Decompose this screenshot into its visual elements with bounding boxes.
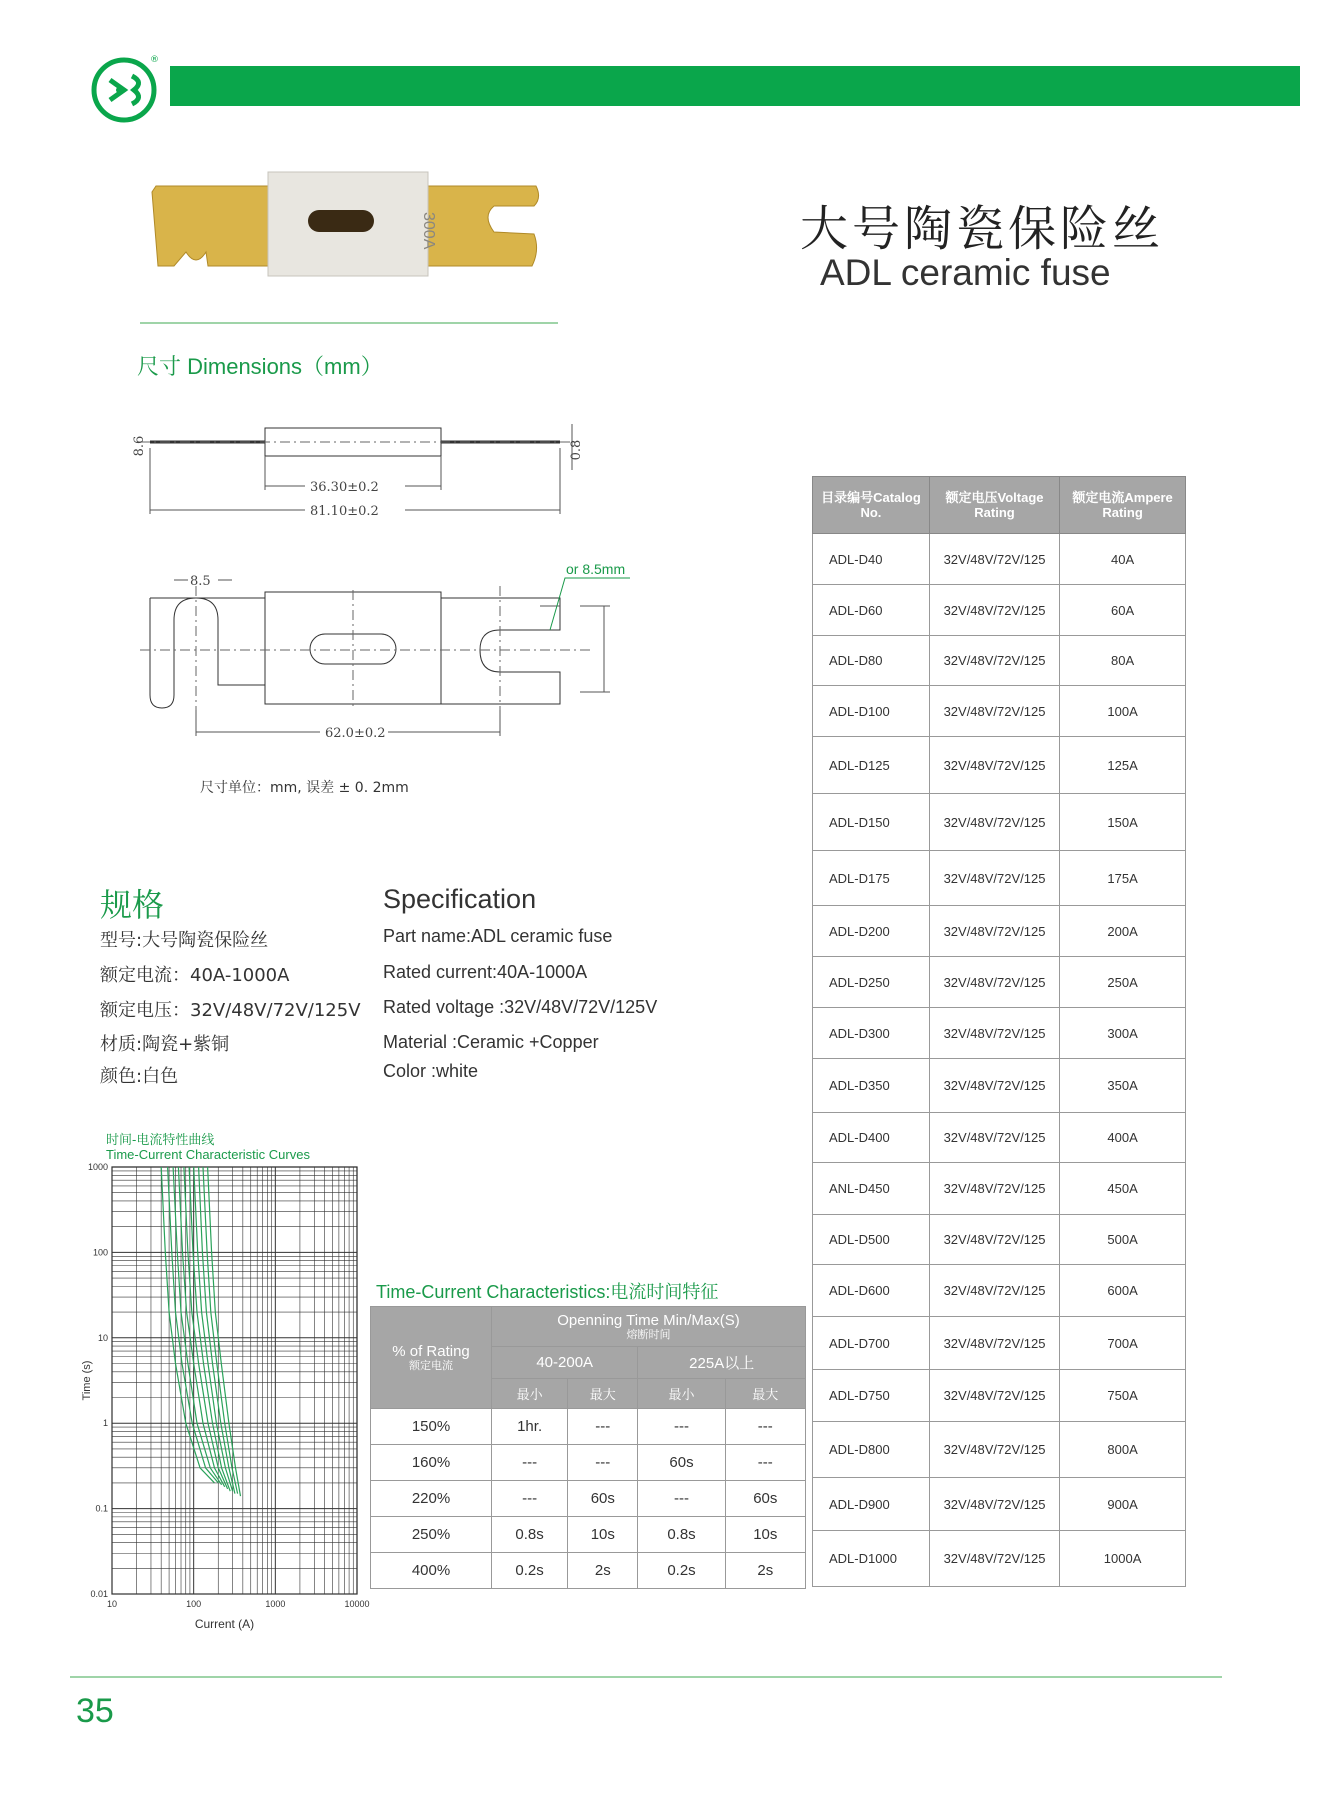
catalog-header-en: Rating xyxy=(1102,505,1143,520)
ampere-rating: 600A xyxy=(1060,1265,1186,1317)
catalog-row xyxy=(813,1531,1186,1587)
catalog-number: ADL-D125 xyxy=(813,737,930,794)
voltage-rating: 32V/48V/72V/125 xyxy=(929,794,1059,851)
product-photo xyxy=(148,168,544,280)
tc-cell: --- xyxy=(568,1445,638,1481)
voltage-rating: 32V/48V/72V/125 xyxy=(929,1059,1059,1113)
catalog-row xyxy=(813,906,1186,957)
voltage-rating: 32V/48V/72V/125 xyxy=(929,1422,1059,1478)
catalog-row xyxy=(813,1317,1186,1370)
dim-slot-option: or 8.5mm xyxy=(566,561,626,577)
voltage-rating: 32V/48V/72V/125 xyxy=(929,1265,1059,1317)
ampere-rating: 150A xyxy=(1060,794,1186,851)
voltage-rating: 32V/48V/72V/125 xyxy=(929,906,1059,957)
y-tick-label: 1 xyxy=(102,1418,108,1429)
catalog-number: ADL-D300 xyxy=(813,1008,930,1059)
catalog-row xyxy=(813,1215,1186,1265)
catalog-row xyxy=(813,957,1186,1008)
voltage-rating: 32V/48V/72V/125 xyxy=(929,851,1059,906)
catalog-header-cn: 额定电流Ampere xyxy=(1072,490,1173,505)
tc-table xyxy=(370,1306,806,1589)
catalog-header-cn: 目录编号Catalog xyxy=(821,490,921,505)
catalog-number: ADL-D80 xyxy=(813,636,930,686)
ampere-rating: 450A xyxy=(1060,1163,1186,1215)
tc-cell: 0.8s xyxy=(638,1517,725,1553)
catalog-row xyxy=(813,1113,1186,1163)
ampere-rating: 175A xyxy=(1060,851,1186,906)
x-tick-label: 1000 xyxy=(265,1599,286,1609)
spec-cn-line: 颜色:白色 xyxy=(100,1066,179,1087)
tc-cell: --- xyxy=(638,1409,725,1445)
catalog-number: ADL-D100 xyxy=(813,686,930,737)
curve-title-en: Time-Current Characteristic Curves xyxy=(106,1147,310,1162)
catalog-header-catalog xyxy=(813,477,930,534)
y-tick-label: 10 xyxy=(97,1332,108,1343)
title-en: ADL ceramic fuse xyxy=(820,252,1111,293)
voltage-rating: 32V/48V/72V/125 xyxy=(929,737,1059,794)
catalog-header-en: Rating xyxy=(974,505,1015,520)
voltage-rating: 32V/48V/72V/125 xyxy=(929,1478,1059,1531)
catalog-number: ADL-D60 xyxy=(813,585,930,636)
ampere-rating: 750A xyxy=(1060,1370,1186,1422)
tc-header-time-cn: 熔断时间 xyxy=(626,1329,671,1341)
spec-en-line: Part name:ADL ceramic fuse xyxy=(383,926,613,946)
x-tick-label: 10000 xyxy=(344,1599,370,1609)
spec-cn-line: 额定电压：32V/48V/72V/125V xyxy=(100,1000,361,1021)
voltage-rating: 32V/48V/72V/125 xyxy=(929,1163,1059,1215)
voltage-rating: 32V/48V/72V/125 xyxy=(929,957,1059,1008)
ampere-rating: 700A xyxy=(1060,1317,1186,1370)
catalog-number: ADL-D750 xyxy=(813,1370,930,1422)
tc-cell: --- xyxy=(725,1409,805,1445)
tc-cell: 1hr. xyxy=(492,1409,568,1445)
ampere-rating: 300A xyxy=(1060,1008,1186,1059)
tc-cell: 400% xyxy=(371,1553,492,1589)
voltage-rating: 32V/48V/72V/125 xyxy=(929,1008,1059,1059)
tc-row xyxy=(371,1445,806,1481)
y-tick-label: 0.1 xyxy=(95,1503,108,1514)
voltage-rating: 32V/48V/72V/125 xyxy=(929,585,1059,636)
tc-cell: 2s xyxy=(725,1553,805,1589)
tc-row xyxy=(371,1517,806,1553)
tc-cell: --- xyxy=(492,1445,568,1481)
catalog-header-cn: 额定电压Voltage xyxy=(945,490,1044,505)
catalog-row xyxy=(813,585,1186,636)
dim-slot-width: 8.5 xyxy=(190,574,211,589)
voltage-rating: 32V/48V/72V/125 xyxy=(929,636,1059,686)
dim-body-length: 36.30±0.2 xyxy=(310,480,379,495)
dimensions-note: 尺寸单位：mm, 误差 ± 0. 2mm xyxy=(200,780,409,796)
tc-cell: --- xyxy=(638,1481,725,1517)
voltage-rating: 32V/48V/72V/125 xyxy=(929,1370,1059,1422)
tc-group-header: 40-200A xyxy=(492,1347,638,1379)
catalog-row xyxy=(813,686,1186,737)
tc-header-time-en: Openning Time Min/Max(S) xyxy=(557,1312,740,1329)
tc-sub-header: 最小 xyxy=(638,1379,725,1409)
ampere-rating: 100A xyxy=(1060,686,1186,737)
catalog-header-ampere xyxy=(1060,477,1186,534)
tc-cell: --- xyxy=(725,1445,805,1481)
y-tick-label: 1000 xyxy=(87,1162,108,1172)
tc-cell: 220% xyxy=(371,1481,492,1517)
tc-row xyxy=(371,1553,806,1589)
tc-header-rating-en: % of Rating xyxy=(392,1343,470,1360)
y-axis-label: Time (s) xyxy=(81,1360,93,1401)
x-tick-label: 10 xyxy=(106,1599,118,1609)
spec-title-en: Specification xyxy=(383,884,537,914)
voltage-rating: 32V/48V/72V/125 xyxy=(929,1215,1059,1265)
catalog-number: ADL-D175 xyxy=(813,851,930,906)
tc-cell: 0.2s xyxy=(492,1553,568,1589)
ampere-rating: 250A xyxy=(1060,957,1186,1008)
tc-cell: 60s xyxy=(638,1445,725,1481)
page-number: 35 xyxy=(76,1692,114,1730)
dim-hole-spacing: 62.0±0.2 xyxy=(325,726,386,741)
catalog-row xyxy=(813,534,1186,585)
voltage-rating: 32V/48V/72V/125 xyxy=(929,534,1059,585)
spec-title-cn: 规格 xyxy=(100,886,165,924)
tc-cell: --- xyxy=(568,1409,638,1445)
spec-en-line: Rated current:40A-1000A xyxy=(383,962,588,982)
catalog-row xyxy=(813,1008,1186,1059)
y-tick-label: 0.01 xyxy=(90,1589,108,1599)
catalog-table xyxy=(812,476,1186,1587)
spec-en-line: Material :Ceramic +Copper xyxy=(383,1032,599,1052)
tc-table-title: Time-Current Characteristics:电流时间特征 xyxy=(376,1282,719,1302)
tc-sub-header: 最小 xyxy=(492,1379,568,1409)
y-tick-label: 100 xyxy=(92,1247,108,1258)
catalog-number: ADL-D800 xyxy=(813,1422,930,1478)
registered-mark: ® xyxy=(150,55,159,65)
plot-frame xyxy=(112,1167,357,1594)
ampere-rating: 200A xyxy=(1060,906,1186,957)
tc-header-time xyxy=(492,1307,806,1347)
tc-cell: 60s xyxy=(568,1481,638,1517)
spec-cn-line: 额定电流：40A-1000A xyxy=(100,965,290,986)
catalog-row xyxy=(813,794,1186,851)
ampere-rating: 1000A xyxy=(1060,1531,1186,1587)
tc-group-header: 225A以上 xyxy=(638,1347,806,1379)
catalog-row xyxy=(813,1478,1186,1531)
voltage-rating: 32V/48V/72V/125 xyxy=(929,1531,1059,1587)
catalog-number: ADL-D700 xyxy=(813,1317,930,1370)
catalog-row xyxy=(813,737,1186,794)
catalog-row xyxy=(813,1163,1186,1215)
voltage-rating: 32V/48V/72V/125 xyxy=(929,1113,1059,1163)
tc-sub-header: 最大 xyxy=(568,1379,638,1409)
footer-rule xyxy=(70,1676,1222,1678)
ampere-rating: 900A xyxy=(1060,1478,1186,1531)
tc-cell: 0.8s xyxy=(492,1517,568,1553)
tc-cell: 60s xyxy=(725,1481,805,1517)
catalog-number: ADL-D40 xyxy=(813,534,930,585)
dim-overall-length: 81.10±0.2 xyxy=(310,504,379,519)
catalog-row xyxy=(813,1265,1186,1317)
catalog-row xyxy=(813,1370,1186,1422)
photo-divider xyxy=(140,322,558,324)
catalog-row xyxy=(813,636,1186,686)
x-tick-label: 100 xyxy=(186,1599,202,1609)
tc-cell: 150% xyxy=(371,1409,492,1445)
tc-cell: 160% xyxy=(371,1445,492,1481)
catalog-number: ANL-D450 xyxy=(813,1163,930,1215)
catalog-header-voltage xyxy=(929,477,1059,534)
x-axis-label: Current (A) xyxy=(194,1617,255,1631)
voltage-rating: 32V/48V/72V/125 xyxy=(929,686,1059,737)
catalog-number: ADL-D600 xyxy=(813,1265,930,1317)
spec-cn-line: 型号:大号陶瓷保险丝 xyxy=(100,930,269,951)
catalog-number: ADL-D400 xyxy=(813,1113,930,1163)
catalog-row xyxy=(813,851,1186,906)
tc-cell: 250% xyxy=(371,1517,492,1553)
spec-cn-line: 材质:陶瓷+紫铜 xyxy=(100,1034,230,1055)
tc-cell: 10s xyxy=(725,1517,805,1553)
ampere-rating: 125A xyxy=(1060,737,1186,794)
curve-title-cn: 时间-电流特性曲线 xyxy=(106,1132,215,1147)
tc-row xyxy=(371,1409,806,1445)
tc-cell: 0.2s xyxy=(638,1553,725,1589)
tc-header-rating xyxy=(371,1307,492,1409)
ampere-rating: 800A xyxy=(1060,1422,1186,1478)
title-cn: 大号陶瓷保险丝 xyxy=(800,201,1165,257)
time-current-curve-chart xyxy=(80,1155,390,1660)
ampere-rating: 40A xyxy=(1060,534,1186,585)
catalog-number: ADL-D150 xyxy=(813,794,930,851)
ampere-rating: 60A xyxy=(1060,585,1186,636)
catalog-number: ADL-D900 xyxy=(813,1478,930,1531)
dim-thickness: 0.8 xyxy=(569,439,584,461)
spec-en-line: Rated voltage :32V/48V/72V/125V xyxy=(383,997,658,1017)
ampere-rating: 350A xyxy=(1060,1059,1186,1113)
ampere-rating: 80A xyxy=(1060,636,1186,686)
tc-row xyxy=(371,1481,806,1517)
tc-cell: 10s xyxy=(568,1517,638,1553)
catalog-header-en: No. xyxy=(860,505,882,520)
dimension-drawing xyxy=(120,410,660,770)
tc-header-rating-cn: 额定电流 xyxy=(409,1360,453,1372)
dimensions-title: 尺寸 Dimensions（mm） xyxy=(137,354,383,379)
tc-cell: 2s xyxy=(568,1553,638,1589)
catalog-row xyxy=(813,1059,1186,1113)
voltage-rating: 32V/48V/72V/125 xyxy=(929,1317,1059,1370)
ampere-rating: 500A xyxy=(1060,1215,1186,1265)
catalog-row xyxy=(813,1422,1186,1478)
catalog-number: ADL-D1000 xyxy=(813,1531,930,1587)
spec-en-line: Color :white xyxy=(383,1061,479,1081)
catalog-number: ADL-D350 xyxy=(813,1059,930,1113)
tc-sub-header: 最大 xyxy=(725,1379,805,1409)
brand-logo xyxy=(88,52,160,124)
ampere-rating: 400A xyxy=(1060,1113,1186,1163)
dim-height: 8.6 xyxy=(132,435,147,457)
tc-cell: --- xyxy=(492,1481,568,1517)
catalog-number: ADL-D200 xyxy=(813,906,930,957)
catalog-number: ADL-D500 xyxy=(813,1215,930,1265)
header-bar xyxy=(170,66,1300,106)
fuse-marking: 300A xyxy=(420,212,437,250)
catalog-number: ADL-D250 xyxy=(813,957,930,1008)
